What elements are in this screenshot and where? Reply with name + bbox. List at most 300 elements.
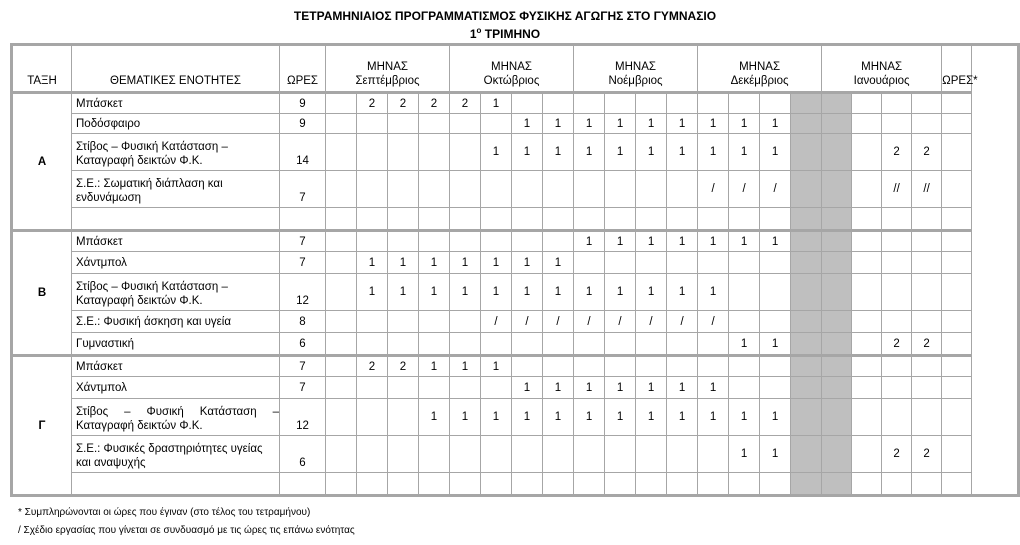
week-cell — [667, 473, 698, 496]
week-cell — [543, 356, 574, 377]
week-cell — [852, 114, 882, 134]
week-cell: 1 — [543, 252, 574, 274]
week-cell — [729, 274, 760, 311]
week-cell — [481, 208, 512, 231]
week-cell: // — [882, 171, 912, 208]
week-cell — [512, 473, 543, 496]
week-cell: 1 — [760, 333, 791, 356]
table-row — [12, 134, 1019, 171]
class-label: Γ — [12, 356, 72, 496]
week-cell: 1 — [605, 134, 636, 171]
week-cell — [388, 171, 419, 208]
week-cell — [450, 473, 481, 496]
week-cell — [326, 333, 357, 356]
week-cell — [852, 333, 882, 356]
week-cell — [882, 93, 912, 114]
week-cell: // — [912, 171, 942, 208]
holiday-cell — [791, 274, 822, 311]
week-cell — [605, 333, 636, 356]
subject-cell: Μπάσκετ — [72, 231, 280, 252]
hours-cell: 6 — [280, 436, 326, 473]
week-cell — [326, 473, 357, 496]
week-cell: 1 — [605, 231, 636, 252]
week-cell: 1 — [543, 134, 574, 171]
week-cell: 1 — [667, 134, 698, 171]
week-cell — [667, 436, 698, 473]
week-cell: 1 — [543, 377, 574, 399]
week-cell — [388, 208, 419, 231]
week-cell: 1 — [574, 114, 605, 134]
subject-cell: Ποδόσφαιρο — [72, 114, 280, 134]
holiday-cell — [791, 377, 822, 399]
week-cell: 1 — [605, 114, 636, 134]
term-ordinal-mark: ο — [476, 26, 482, 35]
term-number: 1 — [469, 27, 477, 41]
week-cell: 1 — [419, 274, 450, 311]
holiday-cell — [822, 171, 852, 208]
week-cell: 1 — [760, 134, 791, 171]
week-cell — [574, 93, 605, 114]
class-label: Α — [12, 93, 72, 231]
week-cell — [912, 93, 942, 114]
week-cell — [574, 436, 605, 473]
week-cell — [357, 311, 388, 333]
week-cell — [326, 93, 357, 114]
week-cell — [543, 333, 574, 356]
week-cell — [852, 252, 882, 274]
week-cell — [543, 208, 574, 231]
month-word: ΜΗΝΑΣ — [367, 61, 408, 73]
hours-cell: 9 — [280, 114, 326, 134]
header-month-january — [822, 45, 942, 93]
week-cell — [419, 134, 450, 171]
week-cell: / — [698, 311, 729, 333]
week-cell — [419, 311, 450, 333]
class-label: Β — [12, 231, 72, 356]
week-cell — [729, 311, 760, 333]
table-row — [12, 171, 1019, 208]
week-cell: 1 — [605, 377, 636, 399]
week-cell — [882, 252, 912, 274]
table-row — [12, 333, 1019, 356]
week-cell: / — [574, 311, 605, 333]
week-cell: 1 — [512, 134, 543, 171]
subject-cell: Μπάσκετ — [72, 356, 280, 377]
week-cell: 1 — [512, 252, 543, 274]
week-cell — [882, 231, 912, 252]
week-cell — [636, 473, 667, 496]
week-cell: 1 — [419, 399, 450, 436]
footnote-slash: / Σχέδιο εργασίας που γίνεται σε συνδυασμό με τις ώρες τις επάνω ενότητας — [18, 525, 355, 536]
table-row — [12, 231, 1019, 252]
hours-cell: 8 — [280, 311, 326, 333]
week-cell — [543, 473, 574, 496]
week-cell — [852, 171, 882, 208]
week-cell — [636, 356, 667, 377]
week-cell: 1 — [667, 274, 698, 311]
holiday-cell — [791, 333, 822, 356]
week-cell — [574, 171, 605, 208]
week-cell: 1 — [450, 356, 481, 377]
week-cell — [852, 231, 882, 252]
week-cell — [450, 208, 481, 231]
week-cell: 1 — [574, 134, 605, 171]
week-cell — [388, 114, 419, 134]
week-cell: 1 — [543, 114, 574, 134]
hours-done-cell — [942, 208, 972, 231]
month-word: ΜΗΝΑΣ — [861, 61, 903, 73]
week-cell: 1 — [481, 252, 512, 274]
week-cell: 2 — [912, 436, 942, 473]
week-cell — [882, 311, 912, 333]
table-row — [12, 208, 1019, 231]
week-cell — [912, 274, 942, 311]
table-row — [12, 473, 1019, 496]
hours-done-cell — [942, 436, 972, 473]
week-cell — [882, 473, 912, 496]
week-cell — [388, 377, 419, 399]
week-cell: 1 — [636, 274, 667, 311]
week-cell — [698, 436, 729, 473]
week-cell — [574, 208, 605, 231]
week-cell — [419, 436, 450, 473]
week-cell: 1 — [667, 399, 698, 436]
week-cell — [326, 436, 357, 473]
hours-cell: 7 — [280, 171, 326, 208]
week-cell: 1 — [698, 114, 729, 134]
week-cell: 1 — [698, 231, 729, 252]
month-name: Σεπτέμβριος — [355, 75, 420, 87]
week-cell — [388, 231, 419, 252]
week-cell — [357, 377, 388, 399]
hours-done-cell — [942, 377, 972, 399]
holiday-cell — [791, 114, 822, 134]
week-cell — [760, 252, 791, 274]
hours-done-cell — [942, 231, 972, 252]
week-cell — [698, 252, 729, 274]
week-cell — [882, 208, 912, 231]
week-cell — [667, 208, 698, 231]
hours-done-cell — [942, 252, 972, 274]
week-cell — [852, 93, 882, 114]
week-cell — [729, 208, 760, 231]
week-cell — [512, 333, 543, 356]
week-cell: 1 — [729, 114, 760, 134]
week-cell: 1 — [667, 377, 698, 399]
week-cell: 1 — [760, 436, 791, 473]
holiday-cell — [822, 274, 852, 311]
week-cell — [698, 208, 729, 231]
header-month-september — [326, 45, 450, 93]
week-cell — [543, 171, 574, 208]
week-cell — [882, 114, 912, 134]
week-cell — [388, 311, 419, 333]
week-cell: 2 — [882, 134, 912, 171]
week-cell — [512, 231, 543, 252]
table-row — [12, 252, 1019, 274]
week-cell — [326, 114, 357, 134]
table-row — [12, 114, 1019, 134]
week-cell: 1 — [760, 114, 791, 134]
holiday-cell — [791, 356, 822, 377]
week-cell: 1 — [357, 252, 388, 274]
header-hours: ΩΡΕΣ — [280, 45, 326, 93]
week-cell: 1 — [729, 436, 760, 473]
holiday-cell — [791, 134, 822, 171]
week-cell — [326, 356, 357, 377]
subject-cell: Μπάσκετ — [72, 93, 280, 114]
week-cell — [882, 377, 912, 399]
holiday-cell — [822, 399, 852, 436]
week-cell — [481, 171, 512, 208]
holiday-cell — [822, 333, 852, 356]
holiday-cell — [822, 208, 852, 231]
week-cell — [605, 252, 636, 274]
week-cell — [760, 311, 791, 333]
header-hours-done: ΩΡΕΣ* — [942, 45, 972, 93]
week-cell — [605, 93, 636, 114]
week-cell: 1 — [729, 399, 760, 436]
week-cell — [698, 356, 729, 377]
week-cell — [605, 473, 636, 496]
week-cell: / — [512, 311, 543, 333]
week-cell: 1 — [481, 134, 512, 171]
week-cell — [912, 356, 942, 377]
week-cell: 2 — [388, 356, 419, 377]
week-cell: 2 — [388, 93, 419, 114]
week-cell: / — [698, 171, 729, 208]
week-cell — [636, 333, 667, 356]
week-cell — [419, 208, 450, 231]
week-cell — [852, 473, 882, 496]
week-cell: 1 — [512, 377, 543, 399]
holiday-cell — [791, 231, 822, 252]
week-cell — [852, 274, 882, 311]
week-cell — [326, 399, 357, 436]
week-cell — [326, 231, 357, 252]
week-cell — [481, 473, 512, 496]
week-cell — [357, 333, 388, 356]
hours-done-cell — [942, 356, 972, 377]
week-cell: 1 — [512, 399, 543, 436]
week-cell: 1 — [450, 252, 481, 274]
month-name: Ιανουάριος — [853, 75, 910, 87]
week-cell: / — [729, 171, 760, 208]
week-cell — [912, 311, 942, 333]
hours-done-cell — [942, 473, 972, 496]
week-cell — [388, 333, 419, 356]
week-cell — [326, 208, 357, 231]
month-name: Νοέμβριος — [608, 75, 663, 87]
week-cell: 1 — [419, 356, 450, 377]
week-cell — [852, 436, 882, 473]
week-cell: 2 — [357, 93, 388, 114]
week-cell — [512, 356, 543, 377]
week-cell — [636, 436, 667, 473]
week-cell: 1 — [574, 231, 605, 252]
holiday-cell — [791, 399, 822, 436]
header-month-october — [450, 45, 574, 93]
week-cell — [357, 399, 388, 436]
week-cell — [419, 114, 450, 134]
week-cell — [760, 377, 791, 399]
week-cell — [636, 171, 667, 208]
week-cell: 1 — [636, 134, 667, 171]
week-cell — [512, 171, 543, 208]
holiday-cell — [822, 311, 852, 333]
hours-cell: 7 — [280, 231, 326, 252]
hours-done-cell — [942, 311, 972, 333]
week-cell — [450, 333, 481, 356]
week-cell — [357, 231, 388, 252]
month-name: Δεκέμβριος — [730, 75, 789, 87]
week-cell — [450, 231, 481, 252]
week-cell: 1 — [636, 114, 667, 134]
hours-cell: 7 — [280, 377, 326, 399]
footnote-asterisk: * Συμπληρώνονται οι ώρες που έγιναν (στο τέλος του τετραμήνου) — [18, 507, 311, 518]
week-cell — [605, 436, 636, 473]
document-subtitle — [0, 24, 1010, 41]
week-cell — [852, 399, 882, 436]
week-cell — [481, 333, 512, 356]
week-cell — [326, 134, 357, 171]
week-cell — [326, 171, 357, 208]
subject-cell: Σ.Ε.: Φυσικές δραστηριότητες υγείας και αναψυχής — [72, 436, 280, 473]
week-cell — [667, 333, 698, 356]
week-cell — [481, 231, 512, 252]
week-cell — [698, 473, 729, 496]
week-cell: 1 — [450, 274, 481, 311]
week-cell: 2 — [450, 93, 481, 114]
week-cell — [574, 252, 605, 274]
week-cell: 1 — [698, 274, 729, 311]
week-cell — [481, 377, 512, 399]
week-cell — [388, 399, 419, 436]
week-cell — [852, 208, 882, 231]
week-cell — [450, 436, 481, 473]
week-cell — [388, 436, 419, 473]
week-cell: 2 — [419, 93, 450, 114]
subject-cell — [72, 208, 280, 231]
week-cell — [450, 171, 481, 208]
week-cell: 1 — [357, 274, 388, 311]
hours-done-cell — [942, 93, 972, 114]
holiday-cell — [822, 114, 852, 134]
week-cell: 1 — [729, 333, 760, 356]
week-cell: 1 — [636, 377, 667, 399]
hours-cell: 12 — [280, 399, 326, 436]
week-cell — [357, 473, 388, 496]
week-cell: 1 — [760, 399, 791, 436]
week-cell — [326, 252, 357, 274]
week-cell: 2 — [912, 134, 942, 171]
header-month-december — [698, 45, 822, 93]
week-cell: 1 — [388, 274, 419, 311]
subject-cell: Στίβος – Φυσική Κατάσταση – Καταγραφή δεικτών Φ.Κ. — [72, 134, 280, 171]
week-cell: 2 — [882, 436, 912, 473]
week-cell — [636, 93, 667, 114]
week-cell — [667, 252, 698, 274]
week-cell — [481, 114, 512, 134]
week-cell — [852, 356, 882, 377]
week-cell — [357, 134, 388, 171]
week-cell: 1 — [667, 231, 698, 252]
week-cell — [760, 274, 791, 311]
week-cell — [574, 356, 605, 377]
week-cell: 1 — [481, 93, 512, 114]
week-cell — [729, 473, 760, 496]
week-cell — [388, 134, 419, 171]
hours-cell — [280, 473, 326, 496]
header-units: ΘΕΜΑΤΙΚΕΣ ΕΝΟΤΗΤΕΣ — [72, 45, 280, 93]
week-cell — [729, 356, 760, 377]
week-cell — [636, 252, 667, 274]
month-word: ΜΗΝΑΣ — [491, 61, 532, 73]
holiday-cell — [791, 311, 822, 333]
week-cell: 1 — [698, 377, 729, 399]
week-cell — [357, 114, 388, 134]
week-cell — [882, 356, 912, 377]
week-cell — [605, 208, 636, 231]
week-cell — [882, 274, 912, 311]
week-cell — [912, 208, 942, 231]
week-cell: 1 — [698, 134, 729, 171]
week-cell — [419, 231, 450, 252]
holiday-cell — [791, 93, 822, 114]
week-cell: / — [636, 311, 667, 333]
table-row — [12, 399, 1019, 436]
holiday-cell — [822, 473, 852, 496]
week-cell — [419, 377, 450, 399]
table-row — [12, 356, 1019, 377]
week-cell — [760, 473, 791, 496]
hours-cell: 9 — [280, 93, 326, 114]
holiday-cell — [822, 231, 852, 252]
week-cell — [512, 208, 543, 231]
week-cell — [419, 473, 450, 496]
subject-cell: Στίβος – Φυσική Κατάσταση – Καταγραφή δεικτών Φ.Κ. — [72, 399, 280, 436]
holiday-cell — [791, 208, 822, 231]
week-cell — [852, 311, 882, 333]
week-cell — [760, 208, 791, 231]
week-cell — [574, 333, 605, 356]
week-cell: 1 — [760, 231, 791, 252]
week-cell: 1 — [512, 114, 543, 134]
week-cell: / — [605, 311, 636, 333]
week-cell — [698, 93, 729, 114]
table-row — [12, 311, 1019, 333]
week-cell — [357, 436, 388, 473]
week-cell: 1 — [481, 274, 512, 311]
week-cell — [326, 311, 357, 333]
week-cell: 1 — [729, 231, 760, 252]
week-cell — [912, 377, 942, 399]
week-cell: 1 — [729, 134, 760, 171]
week-cell — [574, 473, 605, 496]
holiday-cell — [791, 171, 822, 208]
week-cell — [450, 114, 481, 134]
holiday-cell — [791, 436, 822, 473]
week-cell: 2 — [882, 333, 912, 356]
week-cell — [912, 399, 942, 436]
week-cell — [450, 377, 481, 399]
week-cell — [667, 171, 698, 208]
week-cell — [450, 311, 481, 333]
hours-cell: 14 — [280, 134, 326, 171]
week-cell: 1 — [636, 399, 667, 436]
week-cell — [912, 231, 942, 252]
subject-cell: Στίβος – Φυσική Κατάσταση – Καταγραφή δεικτών Φ.Κ. — [72, 274, 280, 311]
